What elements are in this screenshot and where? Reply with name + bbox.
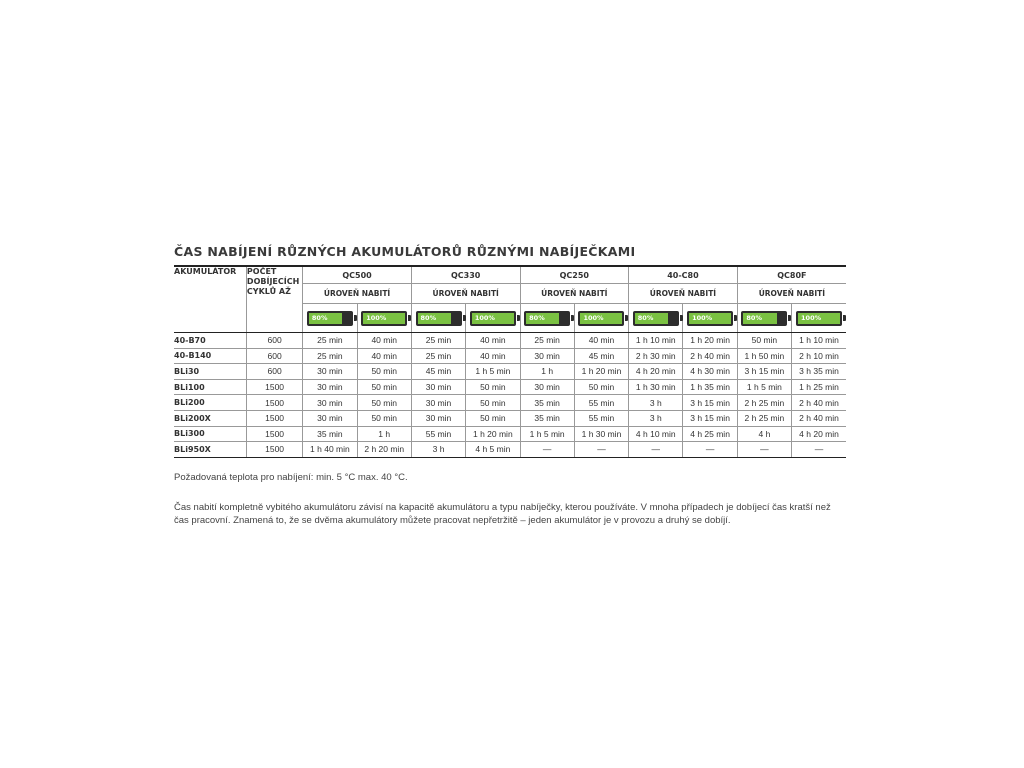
charger-header-qc250: QC250	[520, 266, 629, 284]
charge-time-cell: 50 min	[357, 364, 411, 380]
charge-time-cell: 2 h 25 min	[737, 395, 791, 411]
battery-model-cell: BLi950X	[174, 442, 246, 458]
charge-time-cell: 30 min	[303, 379, 357, 395]
battery-80-icon	[524, 311, 570, 326]
battery-80-icon	[633, 311, 679, 326]
table-row	[174, 379, 846, 395]
charge-time-cell: 1 h 40 min	[303, 442, 357, 458]
charge-time-cell: —	[629, 442, 683, 458]
charge-time-cell: —	[792, 442, 846, 458]
charge-time-cell: 4 h 20 min	[629, 364, 683, 380]
charge-time-cell: 50 min	[357, 379, 411, 395]
charge-time-cell: 30 min	[520, 379, 574, 395]
charge-time-cell: 3 h 35 min	[792, 364, 846, 380]
charger-header-40-c80: 40-C80	[629, 266, 738, 284]
charge-time-cell: 2 h 10 min	[792, 348, 846, 364]
battery-level-label: 80%	[529, 313, 545, 322]
battery-level-cell	[411, 304, 465, 333]
charge-time-cell: 50 min	[357, 395, 411, 411]
battery-level-cell	[303, 304, 357, 333]
charge-time-cell: 4 h 10 min	[629, 426, 683, 442]
charge-time-cell: 30 min	[303, 410, 357, 426]
charge-time-cell: 55 min	[574, 410, 628, 426]
column-header-battery: AKUMULÁTOR	[174, 266, 246, 333]
battery-level-cell	[683, 304, 737, 333]
charge-level-label: ÚROVEŇ NABITÍ	[737, 284, 846, 304]
charge-time-cell: 55 min	[574, 395, 628, 411]
charge-time-cell: 1 h 5 min	[466, 364, 520, 380]
battery-level-cell	[629, 304, 683, 333]
charge-time-cell: 1 h 10 min	[792, 333, 846, 349]
cycles-header-line: CYKLŮ AŽ	[246, 287, 291, 296]
battery-level-label: 100%	[801, 313, 822, 322]
charge-time-cell: 30 min	[411, 410, 465, 426]
charge-time-cell: —	[737, 442, 791, 458]
battery-level-label: 80%	[637, 313, 654, 322]
charge-time-cell: 35 min	[303, 426, 357, 442]
charge-time-cell: 55 min	[411, 426, 465, 442]
cycles-cell: 1500	[246, 395, 302, 411]
battery-level-label: 80%	[746, 313, 762, 322]
battery-level-cell	[574, 304, 628, 333]
charge-time-cell: 40 min	[357, 348, 411, 364]
header-row-chargers	[174, 266, 846, 284]
cycles-cell: 1500	[246, 379, 302, 395]
battery-model-cell: 40-B70	[174, 333, 246, 349]
battery-level-label: 80%	[311, 313, 328, 322]
charge-time-cell: 4 h	[737, 426, 791, 442]
temperature-note: Požadovaná teplota pro nabíjení: min. 5 °C max. 40 °C.	[174, 471, 408, 483]
charge-time-cell: 2 h 40 min	[683, 348, 737, 364]
charge-time-cell: 40 min	[574, 333, 628, 349]
battery-100-icon	[578, 311, 624, 326]
cycles-cell: 600	[246, 333, 302, 349]
charge-time-cell: 50 min	[574, 379, 628, 395]
battery-level-cell	[357, 304, 411, 333]
charge-time-cell: 1 h 30 min	[629, 379, 683, 395]
battery-model-cell: BLi100	[174, 379, 246, 395]
charge-time-cell: 25 min	[411, 348, 465, 364]
charge-time-cell: 2 h 40 min	[792, 410, 846, 426]
cycles-cell: 600	[246, 364, 302, 380]
battery-80-icon	[307, 311, 353, 326]
cycles-cell: 1500	[246, 410, 302, 426]
battery-model-cell: BLi30	[174, 364, 246, 380]
table-row	[174, 333, 846, 349]
charge-time-cell: 3 h 15 min	[683, 395, 737, 411]
charge-time-cell: 3 h	[411, 442, 465, 458]
battery-model-cell: BLi200	[174, 395, 246, 411]
cycles-cell: 600	[246, 348, 302, 364]
charge-level-label: ÚROVEŇ NABITÍ	[411, 284, 520, 304]
charge-time-cell: 30 min	[411, 379, 465, 395]
battery-level-cell	[520, 304, 574, 333]
battery-level-label: 80%	[420, 313, 437, 322]
column-header-cycles	[246, 266, 302, 333]
battery-level-cell	[792, 304, 846, 333]
charge-time-cell: 25 min	[303, 348, 357, 364]
battery-80-icon	[416, 311, 462, 326]
charge-time-cell: 40 min	[357, 333, 411, 349]
charge-time-cell: 1 h 5 min	[520, 426, 574, 442]
charger-header-qc500: QC500	[303, 266, 412, 284]
battery-level-label: 100%	[583, 313, 604, 322]
charge-time-cell: 25 min	[411, 333, 465, 349]
charge-time-cell: 30 min	[303, 364, 357, 380]
charging-time-table	[174, 265, 846, 458]
battery-model-cell: BLi200X	[174, 410, 246, 426]
table-row	[174, 442, 846, 458]
charge-time-cell: 50 min	[737, 333, 791, 349]
charge-time-cell: 3 h	[629, 410, 683, 426]
charge-time-cell: 50 min	[466, 395, 520, 411]
charge-time-cell: 4 h 30 min	[683, 364, 737, 380]
charging-info-paragraph: Čas nabití kompletně vybitého akumulátoru závisí na kapacitě akumulátoru a typu nabíječky, kterou používáte. V mnoha případech je dobíjecí čas kratší než čas pracovní. Znamená to, že se dvěma akumulátory můžete pracovat nepřetržitě – jeden akumulátor je v provozu a druhý se dobíjí.	[174, 501, 831, 526]
charge-time-cell: 1 h	[357, 426, 411, 442]
charge-level-label: ÚROVEŇ NABITÍ	[629, 284, 738, 304]
cycles-header-line: POČET	[246, 267, 277, 276]
charge-time-cell: 1 h 35 min	[683, 379, 737, 395]
charge-time-cell: 3 h 15 min	[737, 364, 791, 380]
charge-time-cell: —	[683, 442, 737, 458]
charge-time-cell: 25 min	[303, 333, 357, 349]
charge-time-cell: 2 h 40 min	[792, 395, 846, 411]
table-body	[174, 333, 846, 458]
charger-header-qc330: QC330	[411, 266, 520, 284]
battery-100-icon	[687, 311, 733, 326]
charge-time-cell: 3 h	[629, 395, 683, 411]
charge-time-cell: —	[574, 442, 628, 458]
charge-time-cell: —	[520, 442, 574, 458]
charge-time-cell: 2 h 25 min	[737, 410, 791, 426]
charge-time-cell: 1 h 20 min	[466, 426, 520, 442]
battery-level-cell	[737, 304, 791, 333]
charge-time-cell: 1 h 25 min	[792, 379, 846, 395]
charge-time-cell: 4 h 5 min	[466, 442, 520, 458]
page-title: ČAS NABÍJENÍ RŮZNÝCH AKUMULÁTORŮ RŮZNÝMI NABÍJEČKAMI	[174, 244, 636, 259]
battery-model-cell: 40-B140	[174, 348, 246, 364]
table-row	[174, 364, 846, 380]
battery-100-icon	[470, 311, 516, 326]
charge-time-cell: 3 h 15 min	[683, 410, 737, 426]
charge-time-cell: 35 min	[520, 410, 574, 426]
charge-time-cell: 50 min	[357, 410, 411, 426]
charge-time-cell: 2 h 30 min	[629, 348, 683, 364]
battery-80-icon	[741, 311, 787, 326]
charge-time-cell: 1 h 10 min	[629, 333, 683, 349]
table-row	[174, 426, 846, 442]
battery-100-icon	[796, 311, 842, 326]
battery-level-label: 100%	[692, 313, 713, 322]
charge-time-cell: 45 min	[574, 348, 628, 364]
table-row	[174, 395, 846, 411]
charge-time-cell: 1 h 50 min	[737, 348, 791, 364]
battery-100-icon	[361, 311, 407, 326]
charge-time-cell: 1 h	[520, 364, 574, 380]
cycles-cell: 1500	[246, 442, 302, 458]
charge-time-cell: 25 min	[520, 333, 574, 349]
charge-time-cell: 30 min	[411, 395, 465, 411]
charge-level-label: ÚROVEŇ NABITÍ	[303, 284, 412, 304]
battery-model-cell: BLi300	[174, 426, 246, 442]
charge-time-cell: 40 min	[466, 348, 520, 364]
charging-time-document	[174, 244, 846, 527]
charge-time-cell: 45 min	[411, 364, 465, 380]
charge-time-cell: 1 h 5 min	[737, 379, 791, 395]
charger-header-qc80f: QC80F	[737, 266, 846, 284]
charge-time-cell: 1 h 20 min	[683, 333, 737, 349]
charge-time-cell: 4 h 20 min	[792, 426, 846, 442]
charge-time-cell: 4 h 25 min	[683, 426, 737, 442]
battery-level-label: 100%	[366, 313, 387, 322]
charge-time-cell: 50 min	[466, 379, 520, 395]
cycles-header-line: DOBÍJECÍCH	[246, 277, 300, 286]
charge-time-cell: 2 h 20 min	[357, 442, 411, 458]
battery-level-cell	[466, 304, 520, 333]
cycles-cell: 1500	[246, 426, 302, 442]
charge-level-label: ÚROVEŇ NABITÍ	[520, 284, 629, 304]
charge-time-cell: 1 h 30 min	[574, 426, 628, 442]
table-row	[174, 348, 846, 364]
charge-time-cell: 30 min	[303, 395, 357, 411]
charge-time-cell: 50 min	[466, 410, 520, 426]
table-row	[174, 410, 846, 426]
charge-time-cell: 35 min	[520, 395, 574, 411]
charge-time-cell: 1 h 20 min	[574, 364, 628, 380]
battery-level-label: 100%	[474, 313, 495, 322]
charge-time-cell: 30 min	[520, 348, 574, 364]
charge-time-cell: 40 min	[466, 333, 520, 349]
